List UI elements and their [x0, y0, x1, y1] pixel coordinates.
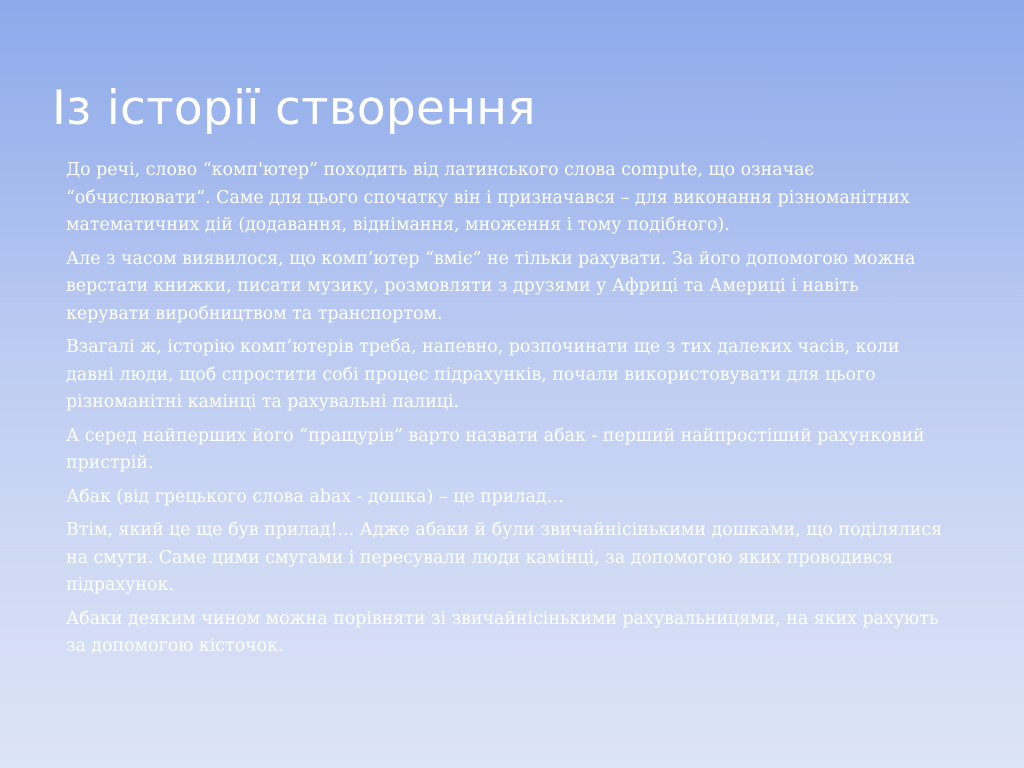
paragraph-2: Але з часом виявилося, що комп’ютер “вміє” не тільки рахувати. За його допомогою можна верстати книжки, писати музику, розмовляти з друзями у Африці та Америці і навіть керувати виробництвом та транспортом. — [66, 248, 916, 324]
paragraph-6: Втім, який це ще був прилад!... Адже абаки й були звичайнісінькими дошками, що поділялися на смуги. Саме цими смугами і пересували люди камінці, за допомогою яких проводився підрахунок. — [66, 520, 943, 595]
paragraph-1: До речі, слово “комп'ютер” походить від латинського слова compute, що означає “обчислювати”. Саме для цього спочатку він і призначався – для виконання різноманітних математичних дій (додавання, віднімання, множення і тому подібного). — [66, 160, 910, 235]
slide-title: Із історії створення — [52, 81, 536, 136]
paragraph-3: Взагалі ж, історію комп’ютерів треба, напевно, розпочинати ще з тих далеких часів, коли давні люди, щоб спростити собі процес підрахунків, почали використовувати для цього різноманітні камінці та рахувальні палиці. — [66, 337, 900, 412]
slide-body — [66, 157, 946, 667]
paragraph-4: А серед найперших його “пращурів” варто назвати абак - перший найпростіший рахунковий пристрій. — [66, 425, 925, 473]
paragraph-5: Абак (від грецького слова abax - дошка) – це прилад… — [66, 486, 564, 507]
paragraph-7: Абаки деяким чином можна порівняти зі звичайнісінькими рахувальницями, на яких рахують за допомогою кісточок. — [66, 608, 939, 656]
